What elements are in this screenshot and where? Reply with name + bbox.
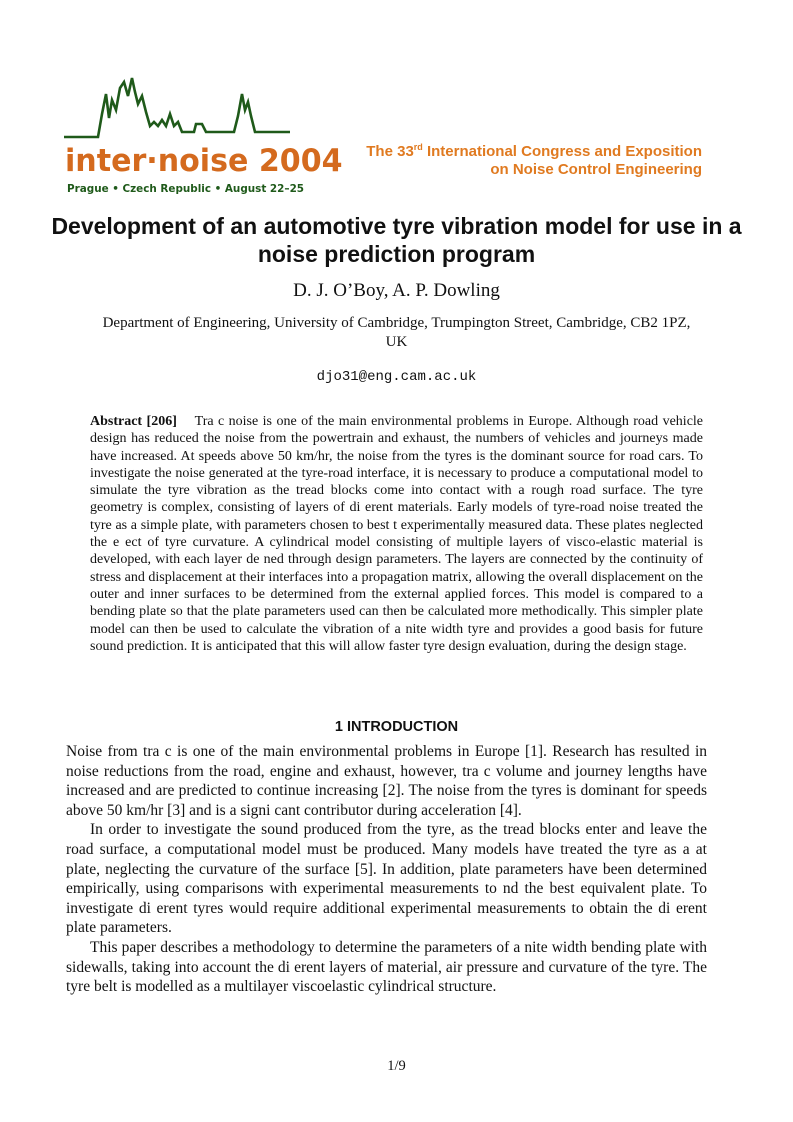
paragraph: This paper describes a methodology to determine the parameters of a nite width bending plate with sidewalls, taking into account the di erent layers of material, air pressure and curvature of the tyre. The tyre belt is modelled as a multilayer viscoelastic cylindrical structure. — [66, 938, 707, 996]
page-number: 1/9 — [387, 1058, 406, 1074]
logo-wordmark: inter·noise 2004 — [65, 143, 343, 179]
section-body — [66, 742, 707, 997]
conference-logo — [62, 74, 343, 198]
paragraph: In order to investigate the sound produced from the tyre, as the tread blocks enter and leave the road surface, a computational model must be produced. Many models have treated the tyre as a at plate, neglecting the curvature of the surface [5]. In addition, plate parameters have been determined empirically, using comparisons with experimental measurements to nd the best equivalent plate. To investigate di erent tyres would require additional experimental measurements to obtain the di erent plate parameters. — [66, 821, 707, 937]
paper-title: Development of an automotive tyre vibration model for use in a noise prediction program — [51, 213, 742, 267]
section-heading: 1 INTRODUCTION — [334, 719, 459, 735]
city-skyline-graphic — [62, 74, 302, 154]
paragraph: Noise from tra c is one of the main environmental problems in Europe [1]. Research has resulted in noise reductions from the road, engine and exhaust, however, tra c volume and journey lengths have increased and are predicted to continue increasing [2]. The noise from the tyres is dominant for speeds above 50 km/hr [3] and is a signi cant contributor during acceleration [4]. — [66, 743, 707, 819]
congress-ordinal-suffix: rd — [413, 142, 423, 152]
congress-line1-post: International Congress and Exposition — [422, 143, 702, 160]
congress-heading — [366, 143, 702, 179]
abstract-text: Tra c noise is one of the main environmental problems in Europe. Although road vehicle design has reduced the noise from the powertrain and exhaust, the numbers of vehicles and journeys made have increased. At speeds above 50 km/hr, the noise from the tyres is the dominant source for road cars. To investigate the noise generated at the tyre-road interface, it is necessary to produce a computational model to simulate the tyre vibration as the tread blocks come into contact with a rough road surface. The tyre geometry is complex, consisting of layers of di erent materials. Early models of tyre-road noise treated the tyre as a simple plate, with parameters chosen to best t experimentally measured data. These plates neglected the e ect of tyre curvature. A cylindrical model consisting of multiple layers of visco-elastic material is developed, with each layer de ned through design parameters. The layers are connected by the continuity of stress and displacement at their interfaces into a propagation matrix, allowing the overall displacement on the outer and inner surfaces to be determined from the external applied forces. This model is compared to a bending plate so that the plate parameters used can then be calculated more methodically. This simpler plate model can then be used to calculate the vibration of a nite width tyre and provides a good basis for future sound prediction. It is anticipated that this will allow faster tyre design evaluation, during the design stage. — [90, 414, 704, 654]
contact-email: djo31@eng.cam.ac.uk — [316, 369, 477, 385]
paper-authors: D. J. O’Boy, A. P. Dowling — [293, 280, 500, 301]
abstract-label: Abstract [206] — [90, 414, 177, 429]
author-affiliation: Department of Engineering, University of Cambridge, Trumpington Street, Cambridge, CB2 1PZ, UK — [102, 315, 691, 350]
congress-line1-pre: The 33 — [366, 143, 414, 160]
abstract — [90, 413, 703, 655]
logo-subline: Prague • Czech Republic • August 22–25 — [67, 183, 305, 195]
congress-line2: on Noise Control Engineering — [490, 161, 702, 178]
